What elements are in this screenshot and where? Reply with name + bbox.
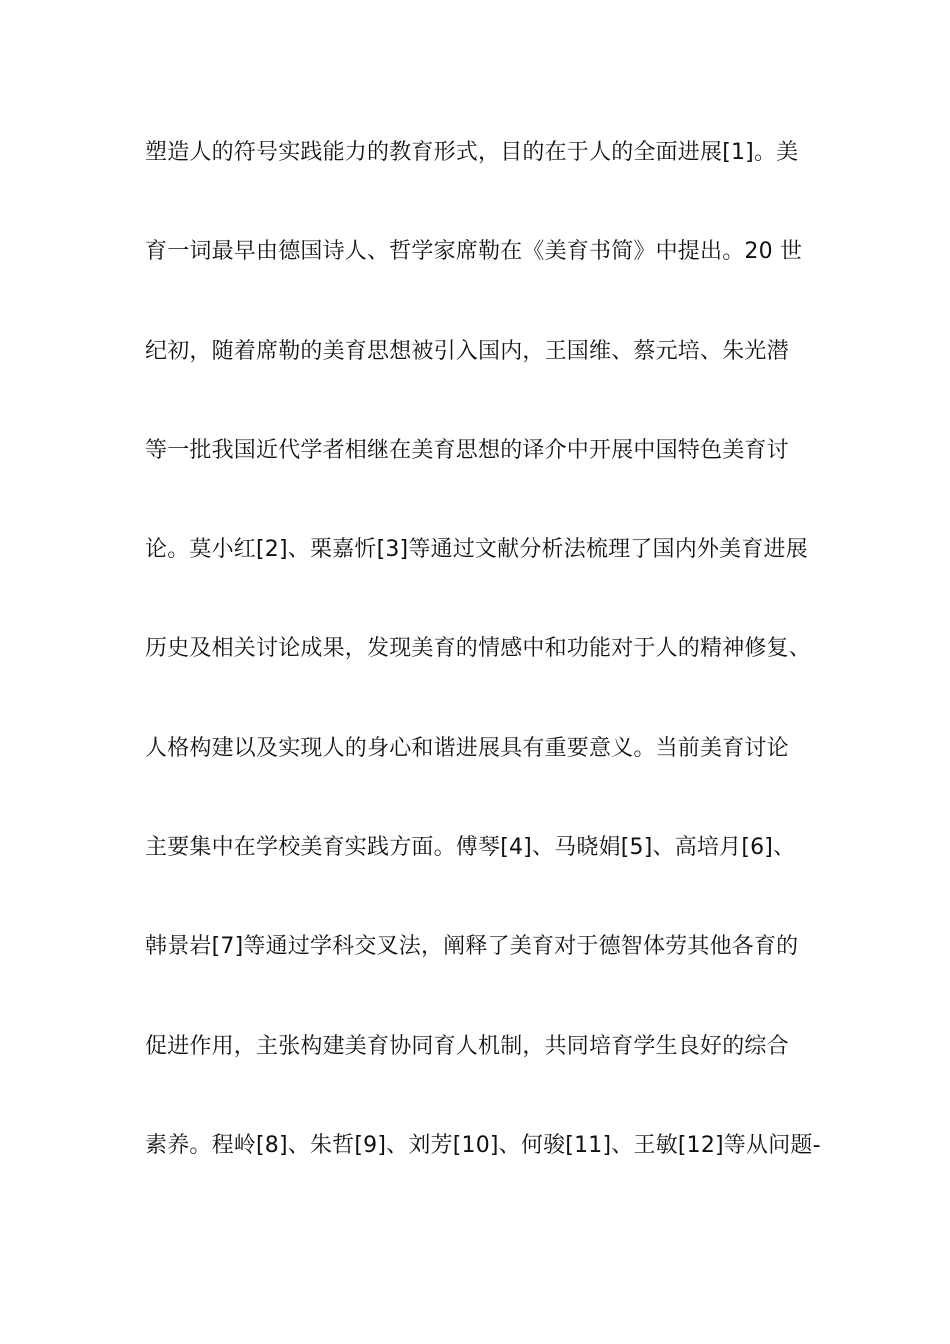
text-line: 韩景岩[7]等通过学科交叉法，阐释了美育对于德智体劳其他各育的 [145, 934, 799, 960]
text-line: 论。莫小红[2]、栗嘉忻[3]等通过文献分析法梳理了国内外美育进展 [145, 537, 808, 563]
text-line: 历史及相关讨论成果，发现美育的情感中和功能对于人的精神修复、 [145, 636, 812, 662]
text-line: 育一词最早由德国诗人、哲学家席勒在《美育书简》中提出。20 世 [145, 239, 803, 265]
text-line: 等一批我国近代学者相继在美育思想的译介中开展中国特色美育讨 [145, 437, 789, 463]
text-line: 促进作用，主张构建美育协同育人机制，共同培育学生良好的综合 [145, 1033, 789, 1059]
text-line: 人格构建以及实现人的身心和谐进展具有重要意义。当前美育讨论 [145, 735, 789, 761]
text-line: 纪初，随着席勒的美育思想被引入国内，王国维、蔡元培、朱光潜 [145, 338, 789, 364]
text-line: 塑造人的符号实践能力的教育形式，目的在于人的全面进展[1]。美 [145, 140, 799, 165]
body-text [145, 129, 845, 1221]
text-line: 主要集中在学校美育实践方面。傅琴[4]、马晓娟[5]、高培月[6]、 [145, 835, 796, 861]
text-line: 素养。程岭[8]、朱哲[9]、刘芳[10]、何骏[11]、王敏[12]等从问题- [145, 1132, 821, 1158]
